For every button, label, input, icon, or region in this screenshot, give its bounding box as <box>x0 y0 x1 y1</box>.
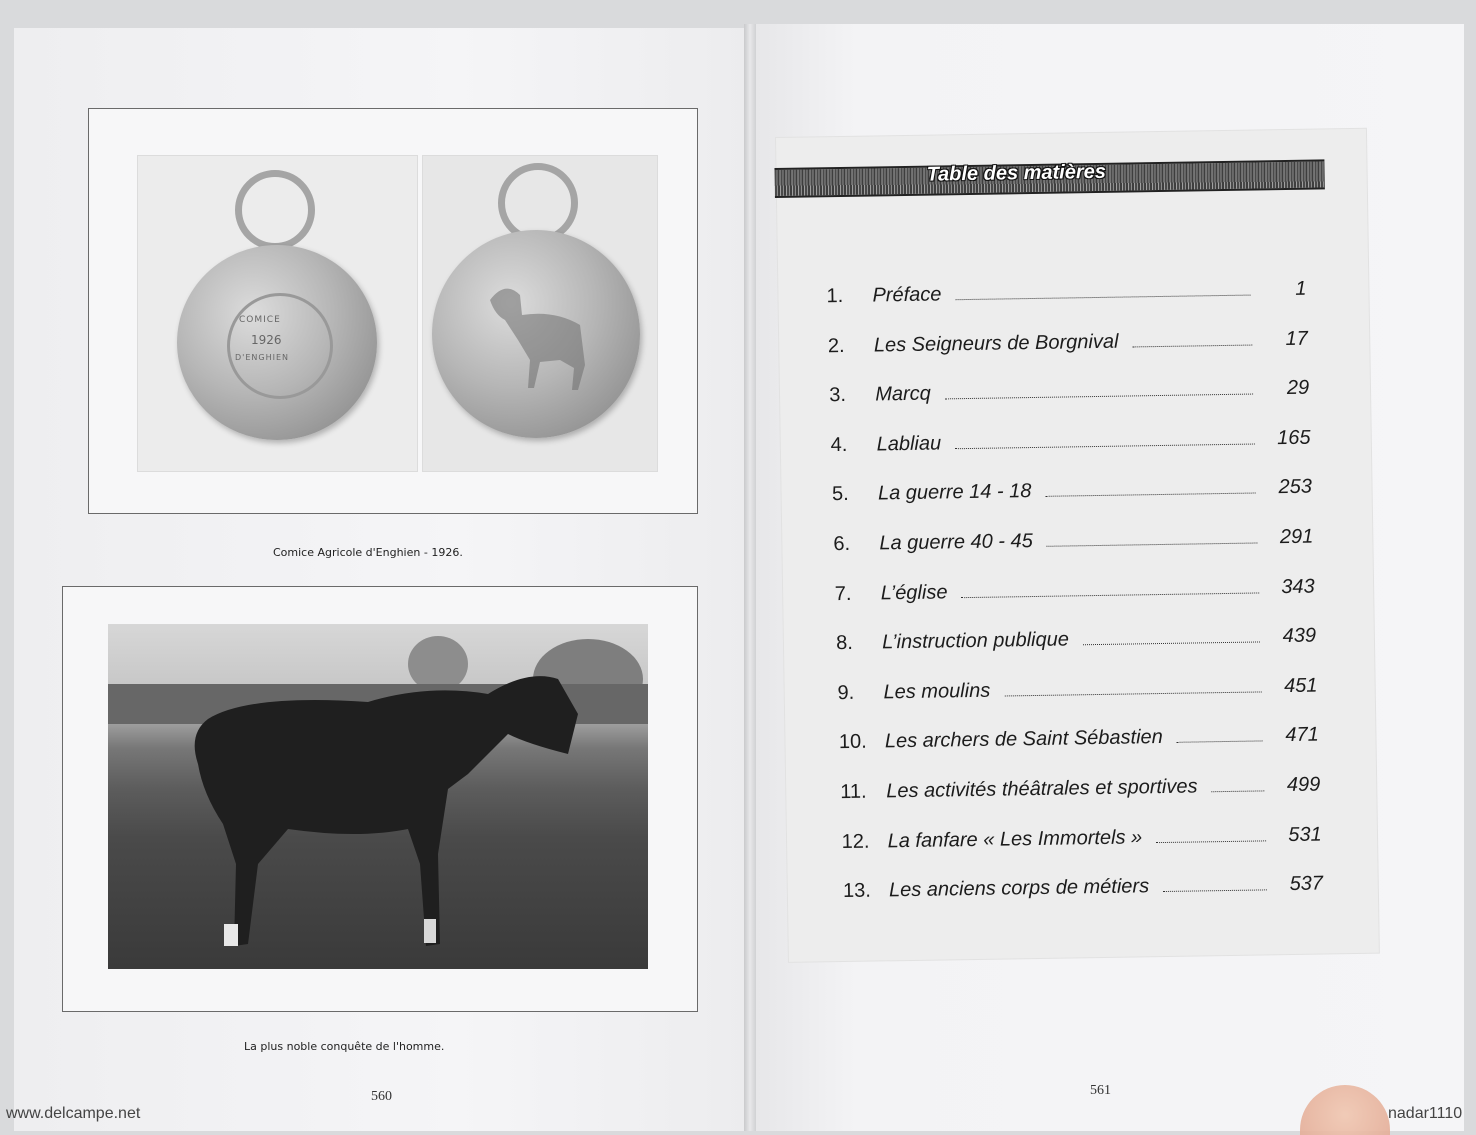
book-gutter <box>744 24 756 1131</box>
toc-entry-label: La guerre 14 - 18 <box>877 480 1032 505</box>
toc-row <box>826 278 1307 335</box>
toc-entry-number: 12. <box>841 830 870 853</box>
toc-leader-dots <box>1163 889 1267 893</box>
toc-row <box>843 873 1324 930</box>
toc-entry-number: 3. <box>829 384 847 407</box>
page-number-left: 560 <box>371 1089 392 1104</box>
toc-leader-dots <box>1212 789 1265 792</box>
medal-text-top: COMICE <box>239 315 281 325</box>
toc-entry-page: 17 <box>1285 327 1308 350</box>
toc-entry-label: L’église <box>880 580 948 604</box>
toc-entry-page: 253 <box>1278 476 1313 499</box>
toc-leader-dots <box>1156 839 1265 843</box>
horse-photo-scene <box>108 624 648 969</box>
toc-entry-number: 11. <box>840 780 867 804</box>
toc-entry-number: 1. <box>826 284 844 308</box>
toc-entry-number: 2. <box>827 334 845 357</box>
toc-entry-label: La guerre 40 - 45 <box>879 529 1033 555</box>
toc-entry-label: Marcq <box>875 382 931 406</box>
toc-entry-page: 537 <box>1289 872 1324 896</box>
toc-entry-label: Les Seigneurs de Borgnival <box>873 330 1119 357</box>
toc-entry-number: 10. <box>838 730 867 754</box>
toc-title: Table des matières <box>926 160 1107 186</box>
toc-entry-label: Les moulins <box>883 679 991 704</box>
toc-row <box>830 426 1311 483</box>
toc-row <box>841 823 1322 880</box>
toc-entry-number: 9. <box>837 681 855 704</box>
toc-leader-dots <box>1047 541 1258 546</box>
toc-entry-label: La fanfare « Les Immortels » <box>887 825 1143 852</box>
toc-leader-dots <box>1004 690 1261 696</box>
toc-row <box>835 575 1316 632</box>
medal-front-ring <box>235 170 315 250</box>
toc-row <box>840 773 1321 830</box>
toc-leader-dots <box>955 442 1254 449</box>
toc-entry-label: Les archers de Saint Sébastien <box>884 726 1163 753</box>
toc-entry-number: 8. <box>835 632 853 655</box>
medal-back <box>432 230 640 438</box>
toc-entry-page: 499 <box>1286 773 1321 796</box>
toc-entry-number: 4. <box>830 433 848 456</box>
toc-entry-label: L’instruction publique <box>881 628 1070 654</box>
toc-entry-page: 439 <box>1282 624 1317 648</box>
toc-row <box>828 327 1309 384</box>
toc-entry-page: 29 <box>1286 376 1310 400</box>
toc-entry-page: 531 <box>1288 823 1322 846</box>
toc-entry-number: 13. <box>842 879 872 903</box>
horse-caption: La plus noble conquête de l'homme. <box>244 1040 445 1053</box>
toc-row <box>839 724 1320 781</box>
toc-row <box>836 625 1317 682</box>
toc-entry-number: 6. <box>833 532 851 556</box>
toc-leader-dots <box>945 393 1253 400</box>
toc-entry-page: 471 <box>1285 723 1320 747</box>
watermark-right: nadar1110 <box>1388 1105 1463 1122</box>
toc-row <box>833 526 1314 583</box>
medal-horse-relief <box>460 260 610 410</box>
toc-leader-dots <box>1177 740 1263 743</box>
toc-entry-page: 1 <box>1295 277 1307 300</box>
medal-text-bottom: D'ENGHIEN <box>235 353 290 362</box>
toc-leader-dots <box>962 591 1259 598</box>
toc-entry-label: Les anciens corps de métiers <box>888 875 1150 902</box>
toc-list <box>826 277 1324 930</box>
toc-leader-dots <box>955 294 1250 301</box>
page-number-right: 561 <box>1090 1083 1111 1098</box>
toc-entry-page: 165 <box>1277 426 1311 449</box>
toc-leader-dots <box>1045 492 1256 497</box>
horse-photo <box>108 624 648 969</box>
toc-leader-dots <box>1132 343 1251 347</box>
toc-leader-dots <box>1083 641 1260 646</box>
medal-text-year: 1926 <box>251 333 282 347</box>
toc-entry-number: 7. <box>834 582 852 605</box>
toc-row <box>829 377 1310 434</box>
toc-entry-page: 343 <box>1281 575 1315 598</box>
toc-entry-label: Labliau <box>876 432 942 456</box>
toc-card <box>776 129 1379 962</box>
toc-entry-page: 291 <box>1279 525 1314 549</box>
toc-entry-label: Les activités théâtrales et sportives <box>886 775 1198 803</box>
toc-row <box>837 674 1318 731</box>
toc-entry-label: Préface <box>872 283 942 307</box>
medal-caption: Comice Agricole d'Enghien - 1926. <box>273 546 463 559</box>
toc-entry-page: 451 <box>1283 674 1318 697</box>
toc-entry-number: 5. <box>831 483 849 506</box>
toc-row <box>832 476 1313 533</box>
medal-front <box>177 245 377 440</box>
watermark-left: www.delcampe.net <box>6 1105 141 1122</box>
